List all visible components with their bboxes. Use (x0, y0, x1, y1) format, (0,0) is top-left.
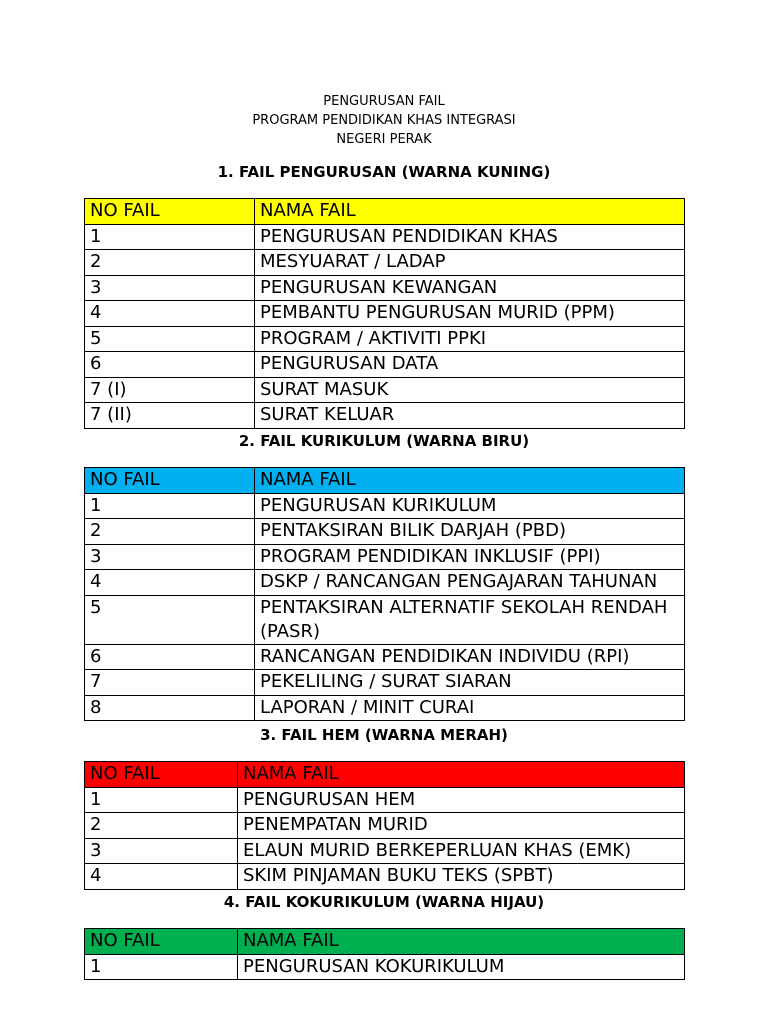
cell-nama-fail: SURAT MASUK (255, 377, 685, 403)
table-header-row (85, 468, 685, 494)
cell-no-fail: 3 (85, 544, 255, 570)
cell-nama-fail: PROGRAM / AKTIVITI PPKI (255, 326, 685, 352)
cell-no-fail: 3 (85, 838, 238, 864)
cell-no-fail: 7 (II) (85, 403, 255, 429)
table-row (85, 275, 685, 301)
table-row (85, 224, 685, 250)
document-header (0, 92, 768, 149)
cell-nama-fail: PENGURUSAN HEM (238, 787, 685, 813)
column-header-nama-fail: NAMA FAIL (238, 929, 685, 955)
table-row (85, 301, 685, 327)
table-row (85, 326, 685, 352)
table-header-row (85, 762, 685, 788)
cell-nama-fail: PENGURUSAN KOKURIKULUM (238, 954, 685, 980)
cell-no-fail: 5 (85, 595, 255, 644)
cell-nama-fail: PENGURUSAN DATA (255, 352, 685, 378)
cell-no-fail: 2 (85, 250, 255, 276)
column-header-no-fail: NO FAIL (85, 199, 255, 225)
cell-no-fail: 6 (85, 644, 255, 670)
section-title-hem: 3. FAIL HEM (WARNA MERAH) (260, 726, 508, 744)
table-row (85, 644, 685, 670)
table-row (85, 519, 685, 545)
cell-nama-fail: LAPORAN / MINIT CURAI (255, 695, 685, 721)
column-header-nama-fail: NAMA FAIL (238, 762, 685, 788)
table-fail-kurikulum (84, 467, 685, 721)
cell-nama-fail: DSKP / RANCANGAN PENGAJARAN TAHUNAN (255, 570, 685, 596)
cell-nama-fail: SURAT KELUAR (255, 403, 685, 429)
table-row (85, 695, 685, 721)
header-state: NEGERI PERAK (336, 132, 432, 147)
cell-nama-fail: PENGURUSAN KURIKULUM (255, 493, 685, 519)
table-fail-hem (84, 761, 685, 890)
cell-nama-fail: PENGURUSAN KEWANGAN (255, 275, 685, 301)
section-title-kokurikulum: 4. FAIL KOKURIKULUM (WARNA HIJAU) (223, 893, 545, 911)
cell-nama-fail: RANCANGAN PENDIDIKAN INDIVIDU (RPI) (255, 644, 685, 670)
table-row (85, 544, 685, 570)
table-row (85, 864, 685, 890)
cell-nama-fail: PENEMPATAN MURID (238, 813, 685, 839)
cell-no-fail: 5 (85, 326, 255, 352)
column-header-nama-fail: NAMA FAIL (255, 468, 685, 494)
column-header-no-fail: NO FAIL (85, 762, 238, 788)
cell-nama-fail: ELAUN MURID BERKEPERLUAN KHAS (EMK) (238, 838, 685, 864)
table-row (85, 813, 685, 839)
column-header-no-fail: NO FAIL (85, 468, 255, 494)
table-row (85, 250, 685, 276)
cell-no-fail: 4 (85, 570, 255, 596)
cell-no-fail: 2 (85, 519, 255, 545)
table-row (85, 403, 685, 429)
section-title-pengurusan: 1. FAIL PENGURUSAN (WARNA KUNING) (217, 163, 551, 181)
cell-no-fail: 1 (85, 493, 255, 519)
header-program: PROGRAM PENDIDIKAN KHAS INTEGRASI (252, 113, 516, 128)
cell-no-fail: 1 (85, 787, 238, 813)
table-header-row (85, 929, 685, 955)
cell-no-fail: 1 (85, 954, 238, 980)
cell-nama-fail: MESYUARAT / LADAP (255, 250, 685, 276)
cell-nama-fail: PENGURUSAN PENDIDIKAN KHAS (255, 224, 685, 250)
table-fail-kokurikulum (84, 928, 685, 980)
cell-nama-fail: PENTAKSIRAN BILIK DARJAH (PBD) (255, 519, 685, 545)
table-row (85, 838, 685, 864)
table-row (85, 493, 685, 519)
cell-no-fail: 1 (85, 224, 255, 250)
column-header-no-fail: NO FAIL (85, 929, 238, 955)
cell-nama-fail: PEKELILING / SURAT SIARAN (255, 670, 685, 696)
cell-no-fail: 6 (85, 352, 255, 378)
cell-no-fail: 4 (85, 301, 255, 327)
table-row (85, 570, 685, 596)
cell-nama-fail: PEMBANTU PENGURUSAN MURID (PPM) (255, 301, 685, 327)
cell-nama-fail: PENTAKSIRAN ALTERNATIF SEKOLAH RENDAH (PASR) (255, 595, 685, 644)
cell-no-fail: 4 (85, 864, 238, 890)
section-title-kurikulum: 2. FAIL KURIKULUM (WARNA BIRU) (238, 432, 530, 450)
cell-no-fail: 7 (I) (85, 377, 255, 403)
column-header-nama-fail: NAMA FAIL (255, 199, 685, 225)
table-header-row (85, 199, 685, 225)
header-title: PENGURUSAN FAIL (323, 94, 445, 109)
table-fail-pengurusan (84, 198, 685, 429)
cell-nama-fail: SKIM PINJAMAN BUKU TEKS (SPBT) (238, 864, 685, 890)
table-row (85, 377, 685, 403)
cell-no-fail: 3 (85, 275, 255, 301)
cell-no-fail: 8 (85, 695, 255, 721)
table-row (85, 787, 685, 813)
cell-no-fail: 2 (85, 813, 238, 839)
table-row (85, 954, 685, 980)
cell-no-fail: 7 (85, 670, 255, 696)
table-row (85, 670, 685, 696)
table-row (85, 595, 685, 644)
table-row (85, 352, 685, 378)
cell-nama-fail: PROGRAM PENDIDIKAN INKLUSIF (PPI) (255, 544, 685, 570)
